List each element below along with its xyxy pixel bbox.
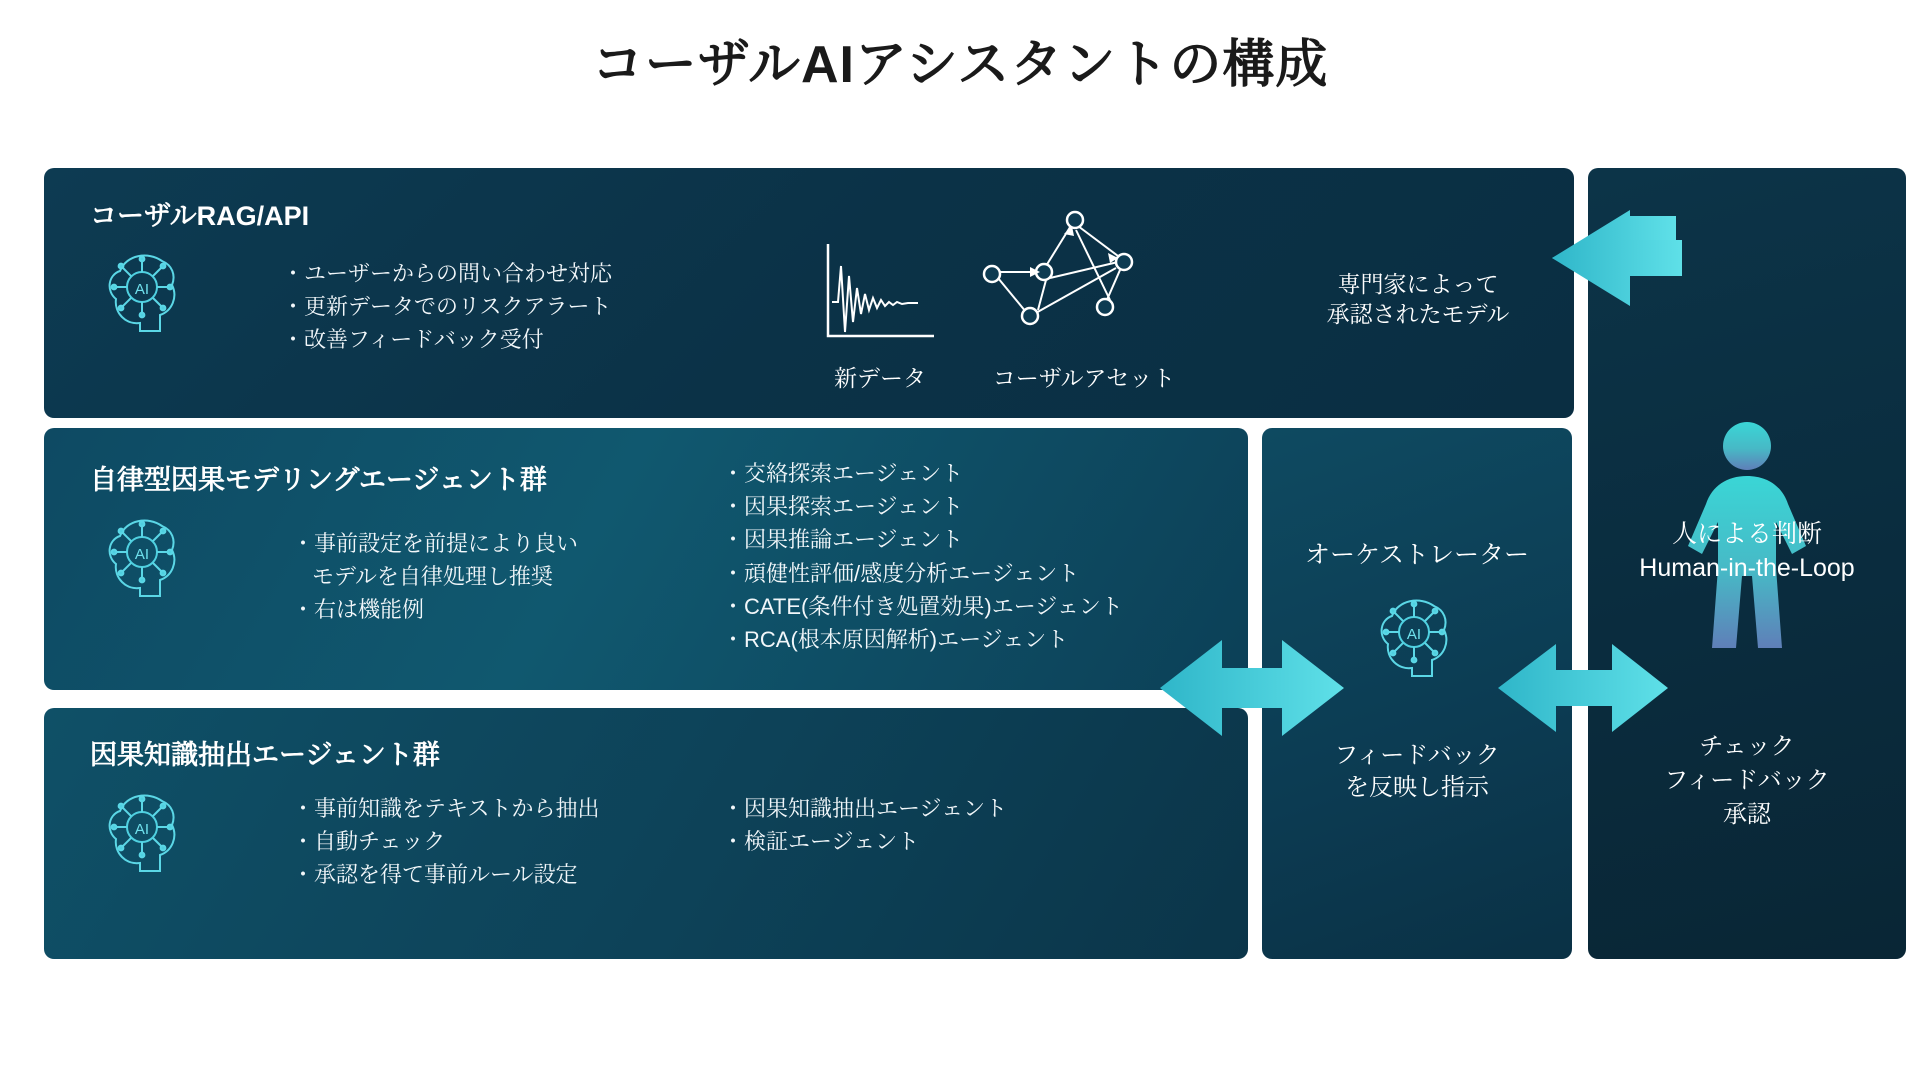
panel-orchestrator [1262, 428, 1572, 959]
page-title: コーザルAIアシスタントの構成 [591, 36, 1329, 94]
bullet-item: ・因果推論エージェント [722, 527, 964, 553]
bullet-item: ・頑健性評価/感度分析エージェント [722, 560, 1080, 586]
approved-model-line-1: 専門家によって [1337, 271, 1499, 297]
orchestrator-subtext [1262, 740, 1572, 805]
orchestrator-subtext-line-2: を反映し指示 [1345, 774, 1489, 802]
panel-modeling-right-bullets [722, 458, 1123, 657]
svg-text:AI: AI [1406, 626, 1422, 643]
bullet-item: ・検証エージェント [722, 829, 920, 855]
human-in-the-loop-subtext [1588, 730, 1906, 832]
bullet-item: ・交絡探索エージェント [722, 461, 964, 486]
svg-text:AI: AI [134, 821, 150, 838]
brain-ai-icon [96, 510, 192, 607]
bullet-item: ・更新データでのリスクアラート [282, 294, 612, 320]
bullet-item: ・事前知識をテキストから抽出 [292, 796, 600, 821]
panel-rag-heading: コーザルRAG/API [90, 201, 310, 231]
human-subtext-line-1: チェック [1699, 733, 1795, 760]
bullet-item: ・RCA(根本原因解析)エージェント [722, 627, 1069, 653]
panel-rag-bullets [282, 258, 612, 358]
bullet-item: ・右は機能例 [292, 597, 425, 623]
human-in-the-loop-title [1588, 518, 1906, 586]
bullet-item: ・承認を得て事前ルール設定 [292, 862, 578, 888]
panel-modeling-heading: 自律型因果モデリングエージェント群 [90, 465, 547, 495]
bullet-item: ・ユーザーからの問い合わせ対応 [282, 261, 613, 286]
brain-ai-icon [1368, 590, 1464, 687]
new-data-signal-chart [818, 236, 938, 353]
bullet-item: ・事前設定を前提により良い [292, 531, 579, 556]
panel-knowledge-left-bullets [292, 793, 600, 893]
svg-text:AI: AI [134, 546, 150, 563]
causal-asset-graph [968, 200, 1168, 357]
brain-ai-icon [96, 245, 192, 342]
bullet-item: ・因果探索エージェント [722, 494, 964, 520]
bullet-item: ・CATE(条件付き処置効果)エージェント [722, 593, 1123, 619]
bullet-item: ・因果知識抽出エージェント [722, 796, 1008, 821]
approved-model-line-2: 承認されたモデル [1326, 300, 1510, 327]
human-title-line-2: Human-in-the-Loop [1639, 553, 1855, 582]
human-subtext-line-3: 承認 [1723, 801, 1771, 829]
orchestrator-heading: オーケストレーター [1304, 541, 1529, 569]
causal-asset-label: コーザルアセット [992, 365, 1176, 391]
bullet-item: ・自動チェック [292, 829, 446, 855]
brain-ai-icon [96, 785, 192, 882]
human-subtext-line-2: フィードバック [1664, 767, 1830, 795]
svg-text:AI: AI [134, 281, 150, 298]
orchestrator-subtext-line-1: フィードバック [1334, 742, 1500, 769]
bullet-item: ・改善フィードバック受付 [282, 327, 544, 353]
panel-knowledge-heading: 因果知識抽出エージェント群 [90, 740, 440, 770]
human-title-line-1: 人による判断 [1671, 520, 1822, 548]
approved-model-label [1278, 270, 1558, 330]
bullet-item: モデルを自律処理し推奨 [312, 564, 553, 590]
panel-modeling-left-bullets [292, 528, 578, 628]
panel-knowledge-right-bullets [722, 793, 1007, 859]
new-data-label: 新データ [834, 365, 926, 391]
